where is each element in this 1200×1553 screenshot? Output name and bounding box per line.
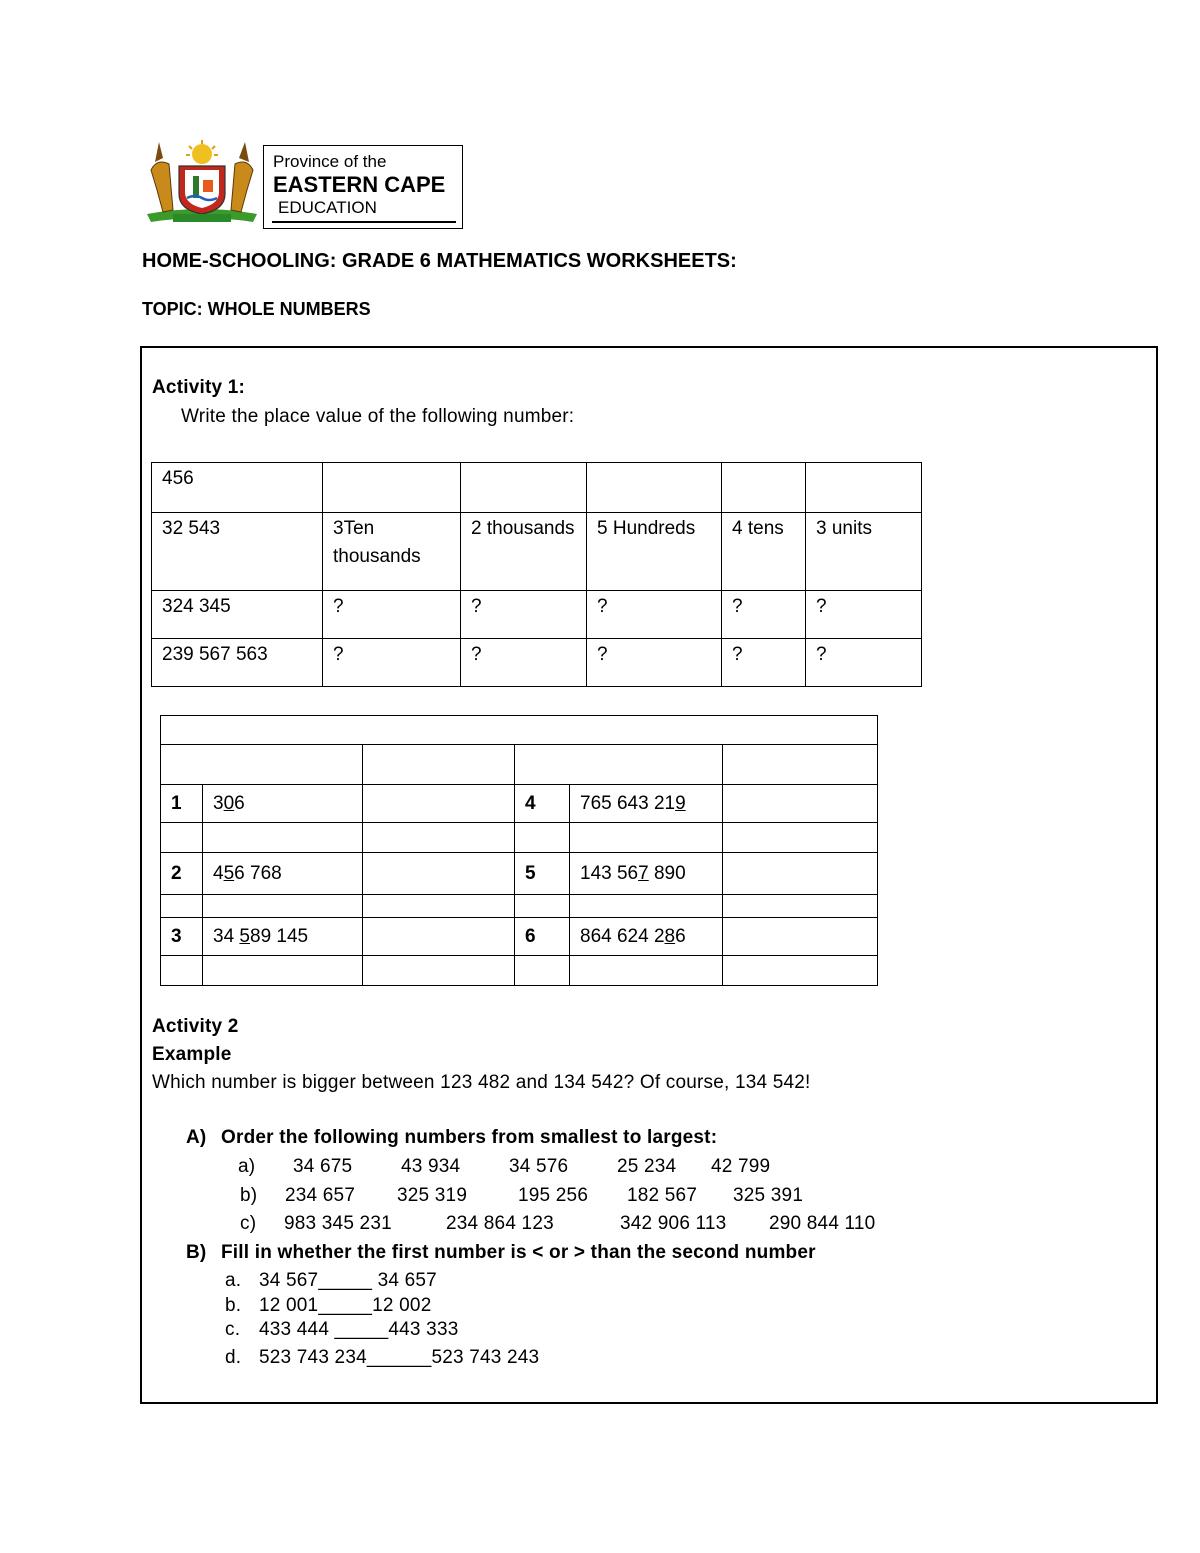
logo-text-box	[263, 145, 463, 229]
answer-cell[interactable]: ?	[806, 591, 922, 639]
table-row	[161, 895, 878, 918]
example-label: Example	[152, 1044, 232, 1065]
table-cell: 3 units	[806, 513, 922, 591]
answer-cell[interactable]	[363, 785, 515, 823]
table-row	[161, 745, 878, 785]
table-cell	[587, 463, 722, 513]
part-b-item-label: d.	[225, 1347, 242, 1368]
order-value: 234 864 123	[446, 1213, 554, 1234]
order-value: 182 567	[627, 1185, 698, 1206]
order-value: 34 675	[293, 1156, 353, 1177]
table-cell: 239 567 563	[152, 639, 323, 687]
table-row	[152, 591, 922, 639]
part-b-item-label: c.	[225, 1319, 241, 1340]
table-row	[161, 956, 878, 986]
table-cell: 5 Hundreds	[587, 513, 722, 591]
activity2-heading: Activity 2	[152, 1016, 239, 1037]
logo-eastern-cape-text: EASTERN CAPE	[273, 172, 446, 197]
table-cell: 32 543	[152, 513, 323, 591]
table-row	[161, 853, 878, 895]
order-value: 34 576	[509, 1156, 569, 1177]
compare-item[interactable]: 34 567_____ 34 657	[259, 1270, 437, 1291]
part-a-item-label: b)	[240, 1185, 258, 1206]
table-cell: 456	[152, 463, 323, 513]
table-row	[152, 463, 922, 513]
order-value: 234 657	[285, 1185, 356, 1206]
part-b-heading: Fill in whether the first number is < or > than the second number	[221, 1242, 816, 1263]
table-cell	[363, 745, 515, 785]
table-cell: 3Ten thousands	[323, 513, 461, 591]
answer-cell[interactable]: ?	[323, 639, 461, 687]
answer-cell[interactable]: ?	[461, 591, 587, 639]
table-cell	[161, 745, 363, 785]
part-a-item-label: c)	[240, 1213, 257, 1234]
item-number: 1	[161, 785, 203, 823]
part-b-item-label: b.	[225, 1295, 242, 1316]
table-row	[161, 823, 878, 853]
part-b-item-label: a.	[225, 1270, 242, 1291]
table-cell	[323, 463, 461, 513]
table-cell	[806, 463, 922, 513]
table-row	[161, 785, 878, 823]
table-cell: 4 tens	[722, 513, 806, 591]
compare-item[interactable]: 433 444 _____443 333	[259, 1319, 459, 1340]
item-number: 6	[515, 918, 570, 956]
logo-province-text: Province of the	[273, 152, 387, 171]
table-row	[161, 716, 878, 745]
order-value: 983 345 231	[284, 1213, 392, 1234]
order-value: 25 234	[617, 1156, 677, 1177]
order-value: 195 256	[518, 1185, 589, 1206]
place-value-table	[151, 462, 922, 687]
answer-cell[interactable]: ?	[722, 639, 806, 687]
order-value: 43 934	[401, 1156, 461, 1177]
compare-item[interactable]: 12 001_____12 002	[259, 1295, 432, 1316]
item-value: 306	[203, 785, 363, 823]
example-text: Which number is bigger between 123 482 and 134 542? Of course, 134 542!	[152, 1072, 811, 1093]
answer-cell[interactable]: ?	[323, 591, 461, 639]
answer-cell[interactable]	[363, 853, 515, 895]
item-number: 4	[515, 785, 570, 823]
order-value: 290 844 110	[769, 1213, 876, 1234]
order-value: 342 906 113	[620, 1213, 727, 1234]
item-number: 5	[515, 853, 570, 895]
order-value: 42 799	[711, 1156, 771, 1177]
eastern-cape-coat-of-arms	[143, 140, 261, 228]
answer-cell[interactable]: ?	[722, 591, 806, 639]
answer-cell[interactable]	[723, 785, 878, 823]
item-value: 143 567 890	[570, 853, 723, 895]
activity1-heading: Activity 1:	[152, 377, 246, 398]
table-cell	[722, 463, 806, 513]
answer-cell[interactable]	[363, 918, 515, 956]
answer-cell[interactable]: ?	[587, 591, 722, 639]
order-value: 325 391	[733, 1185, 804, 1206]
part-a-label: A)	[186, 1127, 207, 1148]
table-row	[161, 918, 878, 956]
table-row	[152, 639, 922, 687]
part-a-heading: Order the following numbers from smallest to largest:	[221, 1127, 718, 1148]
part-b-label: B)	[186, 1242, 207, 1263]
topic-heading: TOPIC: WHOLE NUMBERS	[142, 299, 371, 319]
table-row	[152, 513, 922, 591]
item-value: 34 589 145	[203, 918, 363, 956]
activity1-instruction: Write the place value of the following number:	[181, 406, 575, 427]
table-cell	[461, 463, 587, 513]
answer-cell[interactable]: ?	[461, 639, 587, 687]
answer-cell[interactable]: ?	[587, 639, 722, 687]
answer-cell[interactable]	[723, 918, 878, 956]
answer-cell[interactable]: ?	[806, 639, 922, 687]
item-value: 456 768	[203, 853, 363, 895]
table-cell	[515, 745, 723, 785]
page-title: HOME-SCHOOLING: GRADE 6 MATHEMATICS WORKSHEETS:	[142, 250, 737, 272]
table-cell	[723, 745, 878, 785]
order-value: 325 319	[397, 1185, 468, 1206]
item-value: 864 624 286	[570, 918, 723, 956]
table-cell	[161, 716, 878, 745]
item-number: 3	[161, 918, 203, 956]
underlined-digit-table	[160, 715, 878, 986]
item-value: 765 643 219	[570, 785, 723, 823]
answer-cell[interactable]	[723, 853, 878, 895]
item-number: 2	[161, 853, 203, 895]
table-cell: 2 thousands	[461, 513, 587, 591]
compare-item[interactable]: 523 743 234______523 743 243	[259, 1347, 540, 1368]
part-a-item-label: a)	[238, 1156, 256, 1177]
logo-rule	[272, 221, 456, 223]
table-cell: 324 345	[152, 591, 323, 639]
logo-education-text: EDUCATION	[278, 198, 377, 217]
